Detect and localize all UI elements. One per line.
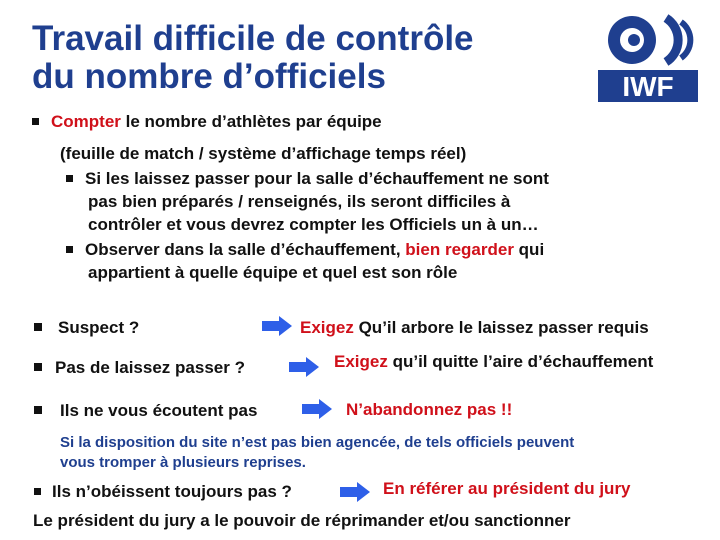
intro-line-1-rest: le nombre d’athlètes par équipe xyxy=(120,112,382,131)
last-row-question: Ils n’obéissent toujours pas ? xyxy=(52,482,292,501)
square-bullet-icon xyxy=(34,488,41,495)
sub-bullet-2-highlight: bien regarder xyxy=(405,240,514,259)
conclusion: Le président du jury a le pouvoir de réprimander et/ou sanctionner xyxy=(33,511,571,530)
right-arrow-icon xyxy=(289,357,319,377)
row-answer-1-red: Exigez xyxy=(300,318,354,337)
sub-bullet-1-line-1: Si les laissez passer pour la salle d’échauffement ne sont xyxy=(85,169,549,188)
logo-text: IWF xyxy=(622,71,674,102)
square-bullet-icon xyxy=(66,246,73,253)
right-arrow-icon xyxy=(340,482,370,502)
row-answer-3: N’abandonnez pas !! xyxy=(346,400,513,419)
last-row-answer: En référer au président du jury xyxy=(383,479,631,498)
square-bullet-icon xyxy=(34,406,42,414)
right-arrow-icon xyxy=(302,399,332,419)
row-answer-2 xyxy=(334,351,653,373)
square-bullet-icon xyxy=(66,175,73,182)
note-line-2: vous tromper à plusieurs reprises. xyxy=(60,454,306,471)
title-line-2: du nombre d’officiels xyxy=(32,57,386,96)
intro-line-1 xyxy=(32,111,382,133)
right-arrow-icon xyxy=(262,316,292,336)
row-question-3: Ils ne vous écoutent pas xyxy=(60,401,258,420)
square-bullet-icon xyxy=(34,323,42,331)
sub-bullet-1-line-3: contrôler et vous devrez compter les Officiels un à un… xyxy=(88,215,539,234)
iwf-logo xyxy=(588,14,708,104)
sub-bullet-2-pre: Observer dans la salle d’échauffement, xyxy=(85,240,406,259)
row-question-2: Pas de laissez passer ? xyxy=(55,358,245,377)
note xyxy=(60,433,574,473)
title-line-1: Travail difficile de contrôle xyxy=(32,19,474,58)
sub-bullet-2-line-2: appartient à quelle équipe et quel est son rôle xyxy=(88,263,458,282)
row-answer-1 xyxy=(300,317,649,339)
square-bullet-icon xyxy=(32,118,39,125)
slide-title xyxy=(32,20,572,96)
sub-bullet-1-line-2: pas bien préparés / renseignés, ils seront difficiles à xyxy=(88,192,511,211)
sub-bullet-2-post: qui xyxy=(513,240,545,259)
row-question-1: Suspect ? xyxy=(58,318,140,337)
row-answer-2-red: Exigez xyxy=(334,352,388,371)
intro-line-2: (feuille de match / système d’affichage temps réel) xyxy=(60,144,467,163)
compter-word: Compter xyxy=(51,112,121,131)
square-bullet-icon xyxy=(34,363,42,371)
sub-bullet-1 xyxy=(66,168,549,190)
note-line-1: Si la disposition du site n’est pas bien agencée, de tels officiels peuvent xyxy=(60,434,575,451)
row-answer-1-rest: Qu’il arbore le laissez passer requis xyxy=(353,318,649,337)
row-answer-2-rest: qu’il quitte l’aire d’échauffement xyxy=(387,352,654,371)
sub-bullet-2 xyxy=(66,239,544,261)
